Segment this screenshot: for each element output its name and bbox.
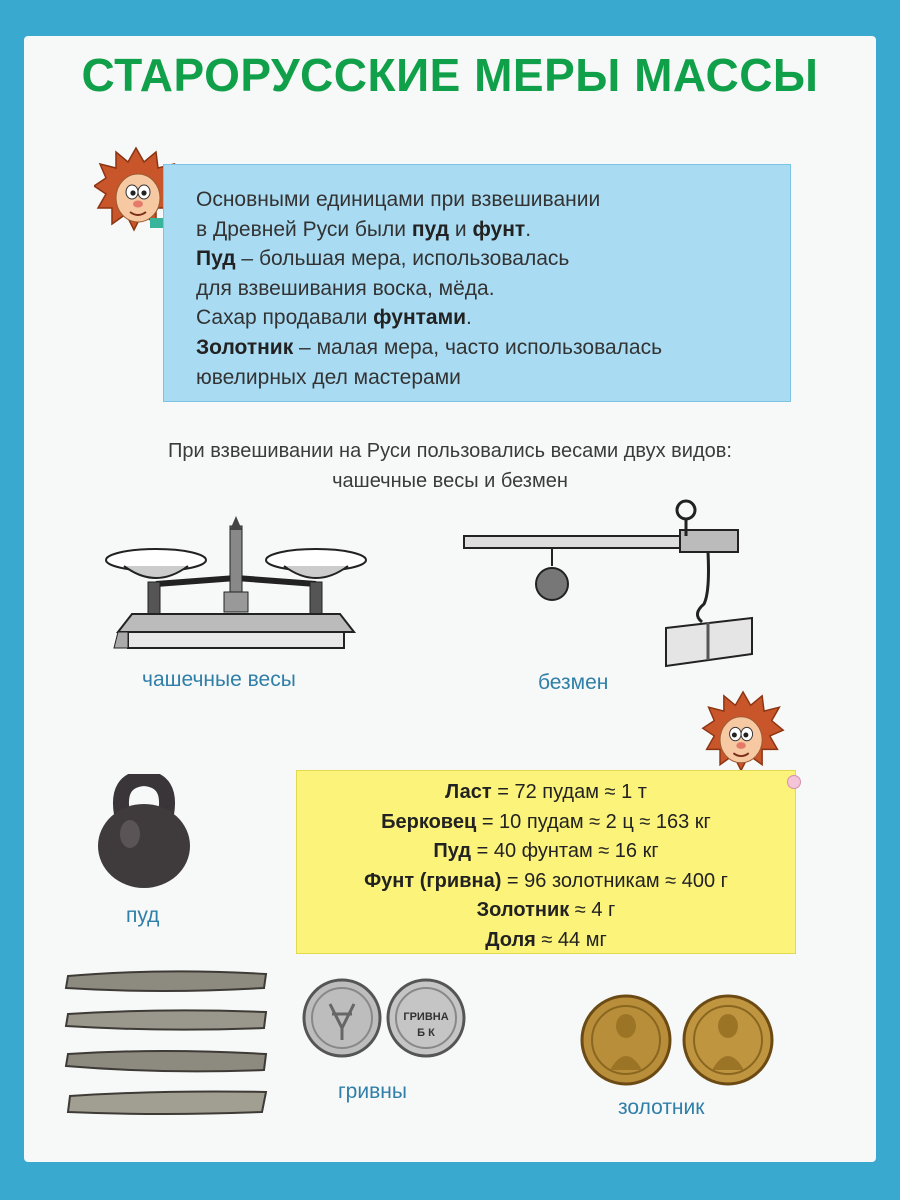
bezmen-caption: безмен — [538, 671, 609, 694]
pin-icon — [787, 775, 801, 789]
coin-inscription: Б К — [417, 1027, 435, 1039]
balance-scales-illustration — [104, 514, 368, 664]
intro-box — [163, 164, 791, 402]
intro-line: Золотник – малая мера, часто использовалась — [196, 335, 663, 359]
measure-row: Золотник ≈ 4 г — [476, 899, 616, 922]
coin-inscription: ГРИВНА — [403, 1011, 449, 1023]
measures-table — [296, 770, 796, 954]
hedgehog-mascot-icon — [700, 690, 786, 780]
scales-intro — [0, 436, 900, 496]
measure-row: Берковец = 10 пудам ≈ 2 ц ≈ 163 кг — [381, 810, 711, 833]
steelyard-illustration — [460, 496, 760, 672]
measure-row: Пуд = 40 фунтам ≈ 16 кг — [433, 840, 659, 863]
intro-line: в Древней Руси были пуд и фунт. — [196, 217, 532, 241]
zolotnik-caption: золотник — [618, 1096, 705, 1119]
scales-intro-line: При взвешивании на Руси пользовались весами двух видов: — [168, 440, 732, 462]
silver-ingots-illustration — [62, 966, 272, 1126]
zolotnik-coins-illustration — [580, 994, 776, 1086]
page-title: СТАРОРУССКИЕ МЕРЫ МАССЫ — [81, 49, 819, 101]
grivna-coins-illustration — [300, 974, 470, 1064]
scales-intro-line: чашечные весы и безмен — [332, 470, 568, 492]
grivny-caption: гривны — [338, 1080, 407, 1103]
pud-caption: пуд — [126, 904, 160, 927]
measure-row: Доля ≈ 44 мг — [485, 928, 607, 951]
intro-line: Основными единицами при взвешивании — [196, 188, 601, 211]
cup-scales-caption: чашечные весы — [142, 668, 296, 691]
measure-row: Ласт = 72 пудам ≈ 1 т — [445, 781, 647, 803]
pud-weight-illustration — [96, 774, 192, 890]
measure-row: Фунт (гривна) = 96 золотникам ≈ 400 г — [364, 869, 728, 892]
intro-line: Пуд – большая мера, использовалась — [196, 247, 570, 271]
intro-line: ювелирных дел мастерами — [196, 365, 461, 389]
intro-line: для взвешивания воска, мёда. — [196, 276, 495, 300]
intro-line: Сахар продавали фунтами. — [196, 306, 472, 330]
